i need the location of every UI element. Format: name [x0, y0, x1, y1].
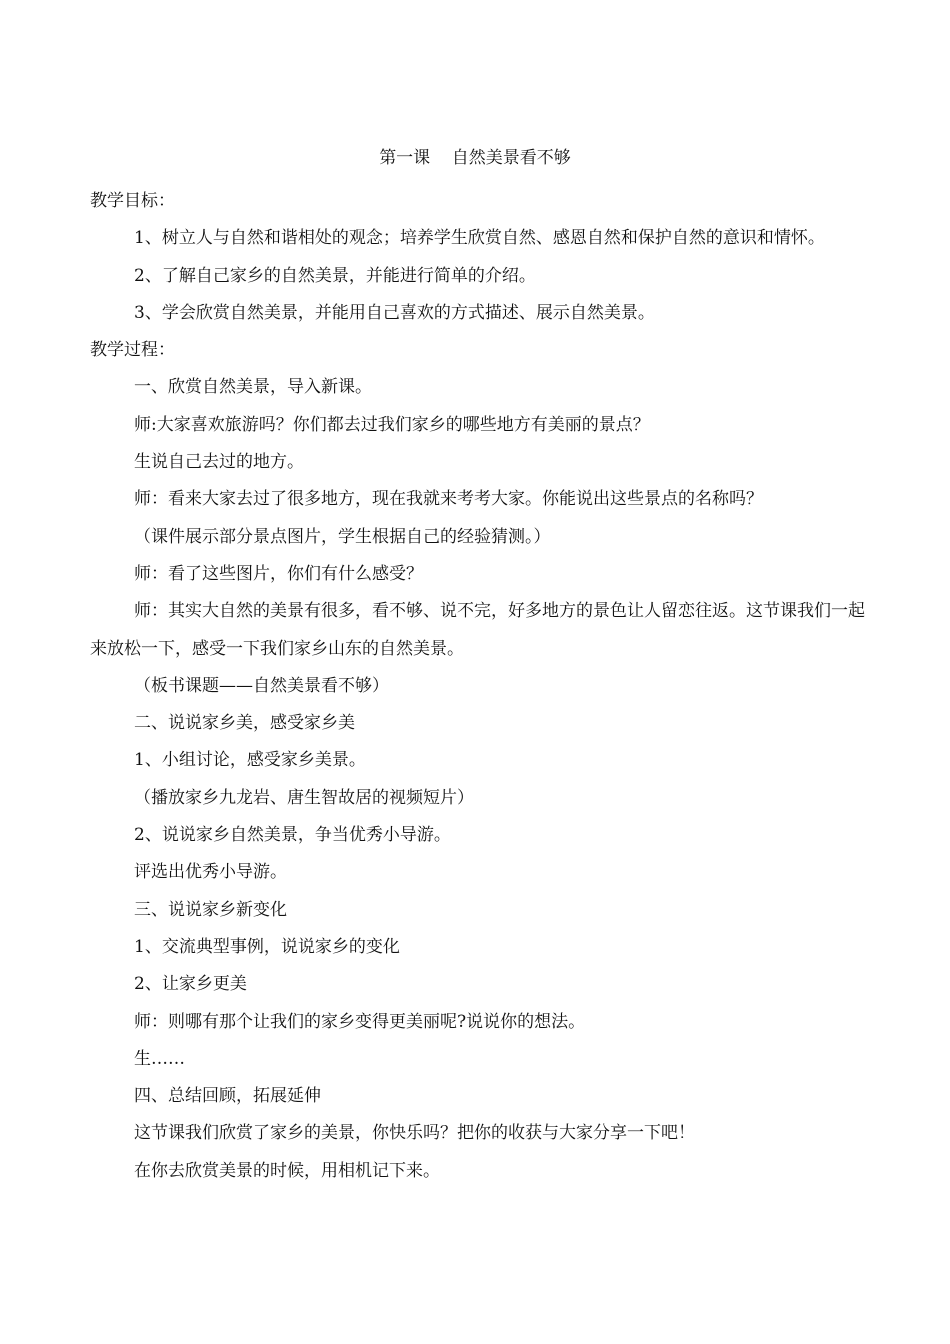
process-line: （板书课题——自然美景看不够）	[134, 675, 389, 696]
objective-item: 3、学会欣赏自然美景，并能用自己喜欢的方式描述、展示自然美景。	[134, 302, 655, 323]
process-section-heading: 一、欣赏自然美景，导入新课。	[134, 377, 372, 398]
process-line: 评选出优秀小导游。	[134, 862, 287, 883]
document-body	[90, 183, 865, 1190]
process-line: 师：看来大家去过了很多地方，现在我就来考考大家。你能说出这些景点的名称吗？	[134, 489, 763, 510]
process-section-heading: 三、说说家乡新变化	[134, 899, 287, 920]
process-line: 在你去欣赏美景的时候，用相机记下来。	[134, 1160, 440, 1181]
process-line: 1、交流典型事例，说说家乡的变化	[134, 936, 400, 957]
objective-item: 1、树立人与自然和谐相处的观念；培养学生欣赏自然、感恩自然和保护自然的意识和情怀。	[134, 228, 825, 249]
process-line: 生说自己去过的地方。	[134, 452, 304, 473]
process-section-heading: 四、总结回顾，拓展延伸	[134, 1086, 321, 1107]
process-section-heading: 二、说说家乡美，感受家乡美	[134, 713, 355, 734]
objectives-heading: 教学目标：	[90, 191, 175, 211]
process-line: 师：则哪有那个让我们的家乡变得更美丽呢?说说你的想法。	[134, 1011, 586, 1032]
process-line: 2、说说家乡自然美景，争当优秀小导游。	[134, 825, 451, 846]
process-line: 2、让家乡更美	[134, 974, 247, 995]
process-heading: 教学过程：	[90, 340, 175, 361]
process-line: （课件展示部分景点图片，学生根据自己的经验猜测。）	[134, 526, 551, 547]
process-line: 生……	[134, 1048, 185, 1069]
process-line: 这节课我们欣赏了家乡的美景，你快乐吗？把你的收获与大家分享一下吧！	[134, 1123, 695, 1144]
process-line: 师:大家喜欢旅游吗？你们都去过我们家乡的哪些地方有美丽的景点？	[134, 414, 650, 435]
process-line: 师：其实大自然的美景有很多，看不够、说不完，好多地方的景色让人留恋往返。这节课我们一起来放松一下，感受一下我们家乡山东的自然美景。	[90, 601, 865, 659]
process-line: 1、小组讨论，感受家乡美景。	[134, 750, 366, 771]
objective-item: 2、了解自己家乡的自然美景，并能进行简单的介绍。	[134, 265, 536, 286]
process-line: 师：看了这些图片，你们有什么感受？	[134, 563, 423, 584]
process-line: （播放家乡九龙岩、唐生智故居的视频短片）	[134, 787, 474, 808]
lesson-title: 第一课 自然美景看不够	[379, 148, 571, 168]
